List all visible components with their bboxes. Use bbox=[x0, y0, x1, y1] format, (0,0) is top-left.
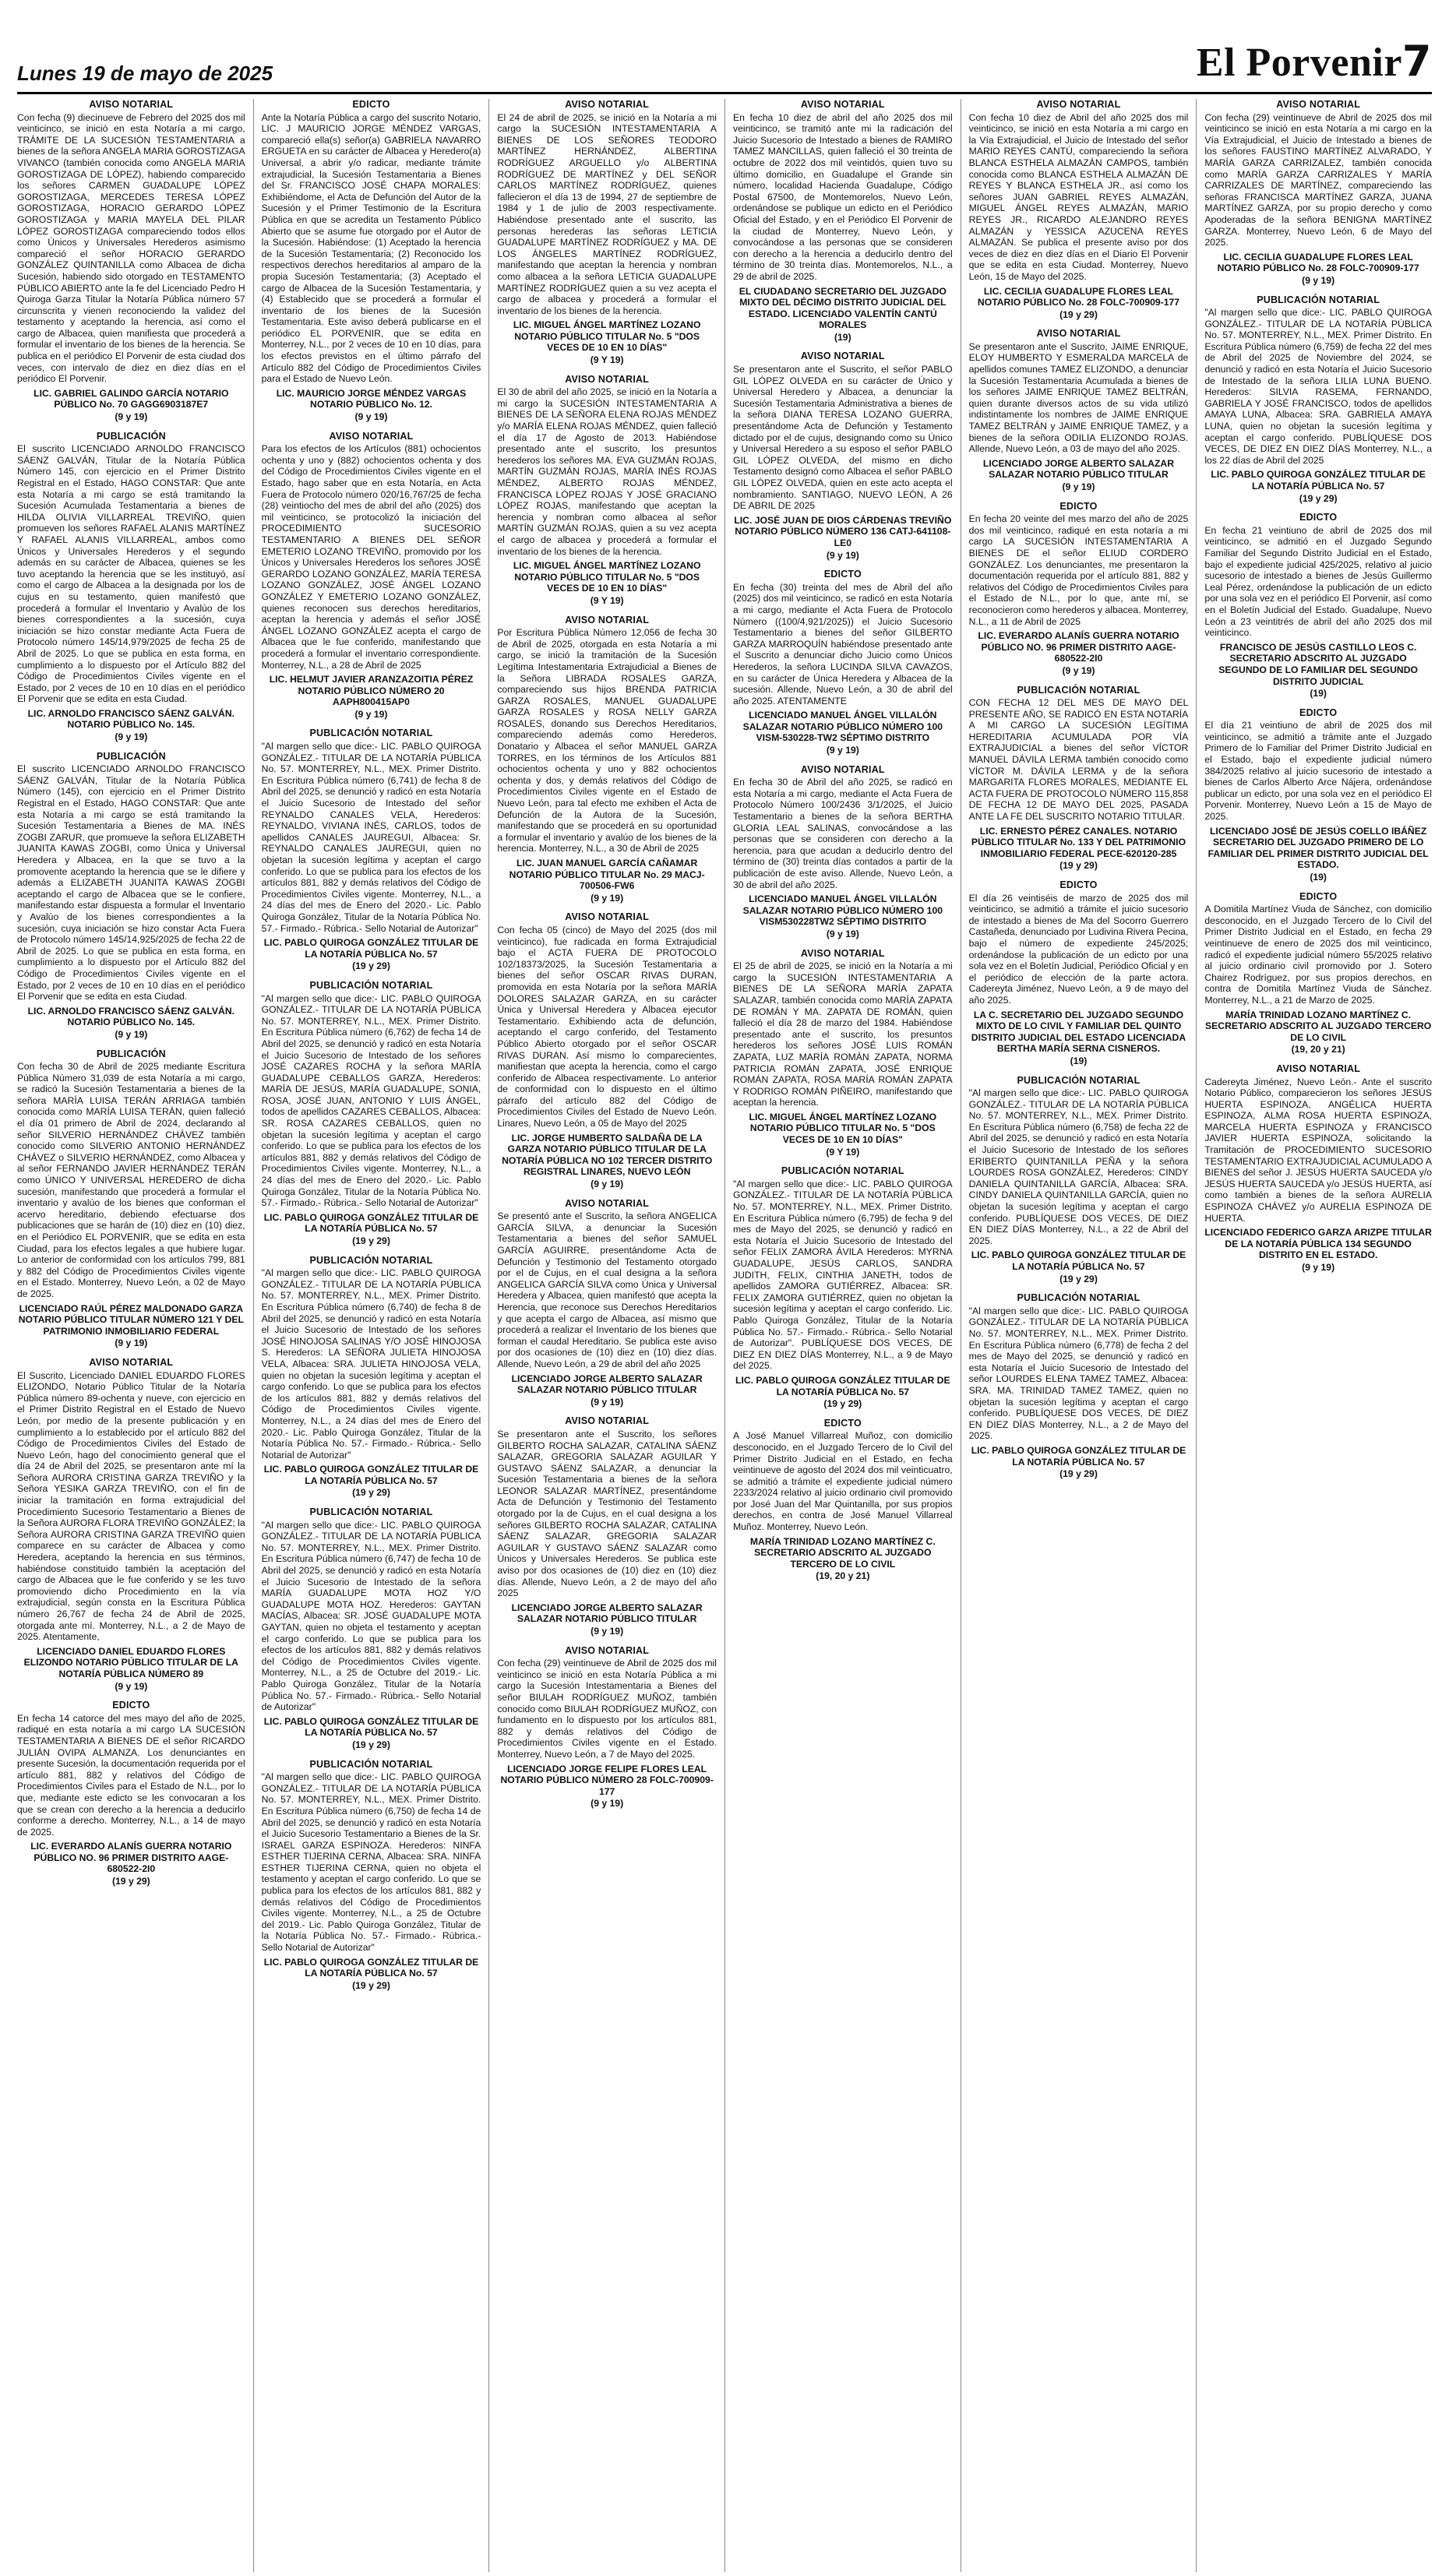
notice-body: El Suscrito, Licenciado DANIEL EDUARDO FLORES ELIZONDO, Notario Público Titular de la Notaría Pública número 89-ochenta y nueve, con ejercicio en el Primer Distrito Registral en el Estado de Nuevo León, por medio de la presente publicación y en cumplimiento a lo establecido por el artículo 882 del Código de Procedimientos Civiles del Estado de Nuevo León, hago del conocimiento general que el día 24 de Abril del 2025, se presentaron ante mí la Señora AURORA CRISTINA GARZA TREVIÑO y la Señora YESIKA GARZA TREVIÑO, con el fin de iniciar la tramitación en forma extrajudicial del Procedimiento Sucesorio Testamentario a Bienes de la Señora AURORA FLORA TREVIÑO GONZÁLEZ; la Señora AURORA CRISTINA GARZA TREVIÑO quien comparece en su carácter de Albacea y como Heredera, aceptando la herencia en sus términos, habiéndose constituido también la aceptación del cargo de Albacea que le fue conferido y se les tuvo promoviendo dicho Procedimiento en la vía extrajudicial, según consta en la Escritura Pública número 26,767 de fecha 24 de Abril de 2025, otorgada ante mí. Monterrey, N.L., a 2 de Mayo de 2025. Atentamente, bbox=[17, 1369, 245, 1643]
notice-signature: EL CIUDADANO SECRETARIO DEL JUZGADO MIXTO DEL DÉCIMO DISTRITO JUDICIAL DEL ESTADO. LICENCIADO VALENTÍN CANTÚ MORALES bbox=[739, 285, 947, 331]
legal-notice bbox=[969, 328, 1189, 492]
notice-publication-dates: (19 y 29) bbox=[352, 1235, 390, 1246]
notice-publication-dates: (9 y 19) bbox=[115, 731, 148, 743]
notice-body: Con fecha (9) diecinueve de Febrero del 2025 dos mil veinticinco, se inició en esta Notaría a mi cargo, TRÁMITE DE LA SUCESIÓN TESTAMENTARIA a bienes de la señora ANGELA MARIA GOROSTIZAGA VIVANCO (también conocida como ANGELA MARIA GOROSTIZAGA DE LÓPEZ), habiendo comparecido los señores CARMEN GUADALUPE LÓPEZ GOROSTIZAGA, MERCEDES TERESA LÓPEZ GOROSTIZAGA, HORACIO GERARDO LÓPEZ GOROSTIZAGA y MARIA MAYELA DEL PILAR LÓPEZ GOROSTIZAGA compareciendo todos ellos como Únicos y Universales Herederos asimismo compareció el señor HORACIO GERARDO GONZÁLEZ QUINTANILLA como Albacea de dicha Sucesión, habiendo sido otorgado en TESTAMENTO PÚBLICO ABIERTO ante la fe del Licenciado Pedro H Quiroga Garza Titular la Notaría Pública número 57 circunscrita y vienen reconociendo la validez del testamento y aceptando la herencia, así como el cargo de Albacea, quien manifiesta que procederá a formular el inventario de los bienes de la herencia. Se publica en el periódico El Porvenir de esta ciudad dos veces, con intervalo de diez en diez días en el periódico El Porvenir. bbox=[17, 111, 245, 385]
notice-body: En fecha 30 de Abril del año 2025, se radicó en esta Notaría a mi cargo, mediante el Acta Fuera de Protocolo Número 100/2436 3/1/2025, el Juicio Testamentario a bienes de la señora BERTHA GLORIA LEAL SALINAS, convocándose a las personas que se consideren con derecho a la herencia, para que acudan a deducirlo dentro del término de (30) treinta días contados a partir de la publicación de este aviso. Allende, Nuevo León, a 30 de abril del año 2025. bbox=[732, 777, 953, 890]
legal-notice bbox=[1204, 1063, 1432, 1274]
notice-signature: LIC. EVERARDO ALANÍS GUERRA NOTARIO PÚBLICO NO. 96 PRIMER DISTRITO AAGE-680522-2I0 bbox=[30, 1841, 232, 1875]
notice-body: Se presentó ante el Suscrito, la señora ANGELICA GARCÍA SILVA, a denunciar la Sucesión Testamentaria a bienes del señor SAMUEL GARCÍA AGUIRRE, presentándome Acta de Defunción y Testimonio del Testamento otorgado por el de Cujus, en el cual designa a la señora ANGELICA GARCÍA SILVA como Única y Universal Heredera y Albacea, quien manifestó que acepta la Herencia, que reconoce sus Derechos Hereditarios y que acepta el cargo de Albacea, así mismo que procederá a realizar el Inventario de los bienes que forman el caudal Hereditario. Se publica este aviso por dos ocasiones de (10) diez en (10) diez días. Allende, Nuevo León, a 29 de abril del año 2025 bbox=[497, 1210, 717, 1369]
notice-signature: LICENCIADO MANUEL ÁNGEL VILLALÓN SALAZAR NOTARIO PÚBLICO NÚMERO 100 VISM-530228-TW2 SÉPTIMO DISTRITO bbox=[742, 710, 943, 744]
legal-notice bbox=[969, 685, 1189, 872]
notice-body: En fecha 10 diez de abril del año 2025 dos mil veinticinco, se tramitó ante mi la radicación del Juicio Sucesorio de Intestado a bienes de RAMIRO TAMEZ MANCILLAS, quien falleció el 30 treinta de octubre de 2022 dos mil veintidós, quien tuvo su último domicilio, en Guadalupe el Grande sin número, localidad Hacienda Guadalupe, Código Postal 67500, de Montemorelos, Nuevo León, ordenándose se publique un edicto en el Periódico Oficial del Estado, y en el Periódico El Porvenir de la ciudad de Monterrey, Nuevo León, y convocándose a las personas que se consideren con derecho a la herencia a deducirlo dentro del término de 30 treinta días. Montemorelos, N.L., a 29 de abril de 2025. bbox=[732, 111, 953, 282]
column-1 bbox=[17, 99, 253, 2572]
legal-notice bbox=[17, 431, 245, 743]
notice-signature: LIC. ERNESTO PÉREZ CANALES. NOTARIO PÚBLICO TITULAR No. 133 Y DEL PATRIMONIO INMOBILIARIO FEDERAL PECE-620120-285 bbox=[971, 825, 1186, 859]
notice-signature: LIC. MAURICIO JORGE MÉNDEZ VARGAS NOTARIO PÚBLICO No. 12. bbox=[276, 387, 467, 411]
notice-body: Ante la Notaría Pública a cargo del suscrito Notario, LIC. J MAURICIO JORGE MÉNDEZ VARGAS, compareció ella(s) señor(a) GABRIELA NAVARRO ERGUETA en su carácter de Albacea y Heredero(a) Universal, a abrir y/o radicar, mediante trámite extrajudicial, la Sucesión Testamentaria a Bienes del Sr. FRANCISCO JOSÉ CHAPA MORALES: Exhibiéndome, el Acta de Defunción del Autor de la Sucesión y el Primer Testimonio de la Escritura Pública en que se acredita un Testamento Público Abierto que se asume fue otorgado por el Autor de la Sucesión. Habiéndose: (1) Aceptado la herencia de la Sucesión Testamentaria; (2) Reconocido los respectivos derechos hereditarios al amparo de la propia Sucesión Testamentaria; (3) Aceptado el cargo de Albacea de la Sucesión Testamentaria, y (4) Establecido que se procederá a formular el inventario de los bienes de la Sucesión Testamentaria. Este aviso deberá publicarse en el periódico EL PORVENIR, que se edita en Monterrey, N.L., por 2 veces de 10 en 10 días, para los efectos previstos en el último párrafo del Artículo 882 del Código de Procedimientos Civiles para el Estado de Nuevo León. bbox=[261, 111, 481, 385]
notice-publication-dates: (19 y 29) bbox=[1059, 1273, 1098, 1284]
notice-heading: AVISO NOTARIAL bbox=[1276, 99, 1361, 110]
notice-heading: PUBLICACIÓN NOTARIAL bbox=[781, 1165, 904, 1177]
column-6 bbox=[1196, 99, 1432, 2572]
brand-name: El Porvenir bbox=[1196, 41, 1402, 85]
notice-publication-dates: (19, 20 y 21) bbox=[1291, 1044, 1345, 1055]
notice-publication-dates: (9 Y 19) bbox=[826, 1146, 860, 1158]
brand-mark: 7 bbox=[1401, 37, 1432, 86]
notice-signature: LIC. HELMUT JAVIER ARANZAZOITIA PÉREZ NOTARIO PÚBLICO NÚMERO 20 AAPH800415AP0 bbox=[269, 674, 474, 708]
notice-heading: AVISO NOTARIAL bbox=[565, 1644, 650, 1656]
notice-body: "Al margen sello que dice:- LIC. PABLO QUIROGA GONZÁLEZ.- TITULAR DE LA NOTARÍA PÚBLICA No. 57. MONTERREY, N.L., MEX. Primer Distrito. En Escritura Pública número (6,758) de fecha 22 de Abril del 2025, se denunció y radicó en esta Notaría el Juicio Sucesorio de Intestado de los señores ERIBERTO QUINTANILLA PEÑA y la señora LOURDES ROSA GONZÁLEZ, Herederos: CINDY DANIELA QUINTANILLA GARCÍA, Albacea: SRA. CINDY DANIELA QUINTANILLA GARCÍA, quien no objetan la sucesión legítima y aceptan el cargo conferido. PUBLÍQUESE DOS VECES, DE DIEZ EN DIEZ DÍAS Monterrey, N.L., a 22 de Abril del 2025. bbox=[968, 1087, 1189, 1246]
notice-publication-dates: (19) bbox=[1310, 688, 1327, 700]
notice-signature: LIC. PABLO QUIROGA GONZÁLEZ TITULAR DE LA NOTARÍA PÚBLICA No. 57 bbox=[971, 1249, 1186, 1272]
notice-signature: LIC. PABLO QUIROGA GONZÁLEZ TITULAR DE LA NOTARÍA PÚBLICA No. 57 bbox=[263, 1956, 479, 1979]
column-4 bbox=[724, 99, 961, 2572]
notice-publication-dates: (19 y 29) bbox=[1059, 860, 1098, 872]
legal-notice bbox=[497, 1198, 717, 1408]
notice-signature: LIC. GABRIEL GALINDO GARCÍA NOTARIO PÚBLICO No. 70 GAGG6903187E7 bbox=[33, 387, 229, 411]
masthead bbox=[17, 0, 1432, 94]
notice-heading: PUBLICACIÓN NOTARIAL bbox=[309, 728, 433, 739]
notice-body: En fecha (30) treinta del mes de Abril del año (2025) dos mil veinticinco, se radicó en esta Notaría a mi cargo, mediante el Acta Fuera de Protocolo Número ((100/4,921/2025)) el Juicio Sucesorio Testamentario a bienes del señor GILBERTO GARZA MARROQUÍN habiéndose presentado ante el Suscrito a denunciar dicho Juicio como Únicos Herederos, la señora LUCINDA SILVA CAVAZOS, en su carácter de Única Heredera y Albacea de la sucesión. Allende, Nuevo León, a 30 de abril del año 2025. ATENTAMENTE bbox=[732, 581, 953, 707]
notice-heading: AVISO NOTARIAL bbox=[565, 373, 650, 385]
notice-heading: AVISO NOTARIAL bbox=[1276, 1062, 1361, 1074]
legal-notice bbox=[1204, 294, 1432, 505]
legal-notice bbox=[969, 1292, 1189, 1480]
notice-body: Se presentaron ante el Suscrito, JAIME ENRIQUE, ELOY HUMBERTO Y ESMERALDA MARCELA de apellidos comunes TAMEZ ELIZONDO, a denunciar la Sucesión Testamentaria Acumulada a bienes de los señores JAIME ENRIQUE TAMEZ BELTRÁN, quien durante diversos actos de su vida utilizó indistintamente los nombres de JAIME ENRIQUE TAMEZ BELTRÁN y JAIME ENRIQUE TAMEZ, y a bienes de la señora ODILIA ELIZONDO ROJAS. Allende, Nuevo León, a 03 de mayo del año 2025. bbox=[968, 340, 1189, 455]
notice-publication-dates: (9 y 19) bbox=[826, 549, 859, 561]
notice-publication-dates: (19 y 29) bbox=[352, 960, 390, 972]
legal-notice bbox=[733, 1165, 953, 1409]
notice-heading: PUBLICACIÓN NOTARIAL bbox=[309, 1758, 433, 1770]
notice-body: Por Escritura Pública Número 12,056 de fecha 30 de Abril de 2025, otorgada en esta Notaría a mi cargo, se inició la tramitación de la Sucesión Legítima Intestamentaria Extrajudicial a Bienes de la Señora LIBRADA ROSALES GARZA, compareciendo sus hijos BRENDA PATRICIA GARZA ROSALES, MANUEL GUADALUPE GARZA ROSALES y ROSA NELLY GARZA ROSALES, donando sus Derechos Hereditarios, compareciendo además como Herederos, Donatario y Albacea el señor MANUEL GARZA TORRES, en los términos de los Artículos 881 ochocientos ochenta y uno y 882 ochocientos ochenta y dos, y demás relativos del Código de Procedimientos Civiles vigente en el Estado de Nuevo León, para tal efecto me exhiben el Acta de Defunción de la Autora de la Sucesión, manifestando que se procederá en su oportunidad a formular el inventario y avalúo de los bienes de la herencia. Monterrey, N.L., a 30 de Abril de 2025 bbox=[497, 627, 717, 855]
notice-heading: AVISO NOTARIAL bbox=[565, 911, 650, 923]
notice-heading: AVISO NOTARIAL bbox=[1036, 99, 1121, 110]
column-2 bbox=[253, 99, 489, 2572]
notice-heading: AVISO NOTARIAL bbox=[89, 1356, 174, 1368]
notice-publication-dates: (19, 20 y 21) bbox=[816, 1570, 870, 1582]
notice-heading: AVISO NOTARIAL bbox=[800, 99, 885, 110]
notice-heading: AVISO NOTARIAL bbox=[565, 99, 650, 110]
notice-body: "Al margen sello que dice:- LIC. PABLO QUIROGA GONZÁLEZ.- TITULAR DE LA NOTARÍA PÚBLICA No. 57. MONTERREY, N.L., MEX. Primer Distrito. En Escritura Pública número (6,795) de fecha 9 del mes de Mayo del 2025, se denunció y radicó en esta Notaría el Juicio Sucesorio de Intestado del señor FELIX ZAMORA ÁVILA Herederos: MYRNA GUADALUPE, JESÚS CARLOS, SANDRA JUDITH, FELIX, CINTHIA JANETH, todos de apellidos ZAMORA GUTIÉRREZ, Albacea: SR. FELIX ZAMORA GUTIÉRREZ, quien no objetan la sucesión legítima y aceptan el cargo conferido. Lic. Pablo Quiroga González, Titular de la Notaría Pública No. 57.- Firmado.- Rúbrica.- Sello Notarial de Autorizar". PUBLÍQUESE DOS VECES, DE DIEZ EN DIEZ DÍAS Monterrey, N.L., a 9 de Mayo del 2025. bbox=[732, 1178, 953, 1372]
legal-notice bbox=[497, 911, 717, 1189]
notice-publication-dates: (19 y 29) bbox=[111, 1876, 150, 1887]
notice-signature: LICENCIADO JOSÉ DE JESÚS COELLO IBÁÑEZ SECRETARIO DEL JUZGADO PRIMERO DE LO FAMILIAR DEL PRIMER DISTRITO JUDICIAL DEL ESTADO. bbox=[1208, 825, 1429, 871]
notice-publication-dates: (9 y 19) bbox=[591, 1396, 624, 1408]
notice-heading: EDICTO bbox=[1059, 500, 1098, 512]
legal-notice bbox=[262, 1759, 481, 1992]
notice-signature: LICENCIADO JORGE ALBERTO SALAZAR SALAZAR NOTARIO PÚBLICO TITULAR bbox=[511, 1373, 703, 1396]
notice-signature: MARÍA TRINIDAD LOZANO MARTÍNEZ C. SECRETARIO ADSCRITO AL JUZGADO TERCERO DE LO CIVIL bbox=[749, 1535, 936, 1570]
notice-signature: LIC. PABLO QUIROGA GONZÁLEZ TITULAR DE LA NOTARÍA PÚBLICA No. 57 bbox=[263, 1464, 479, 1486]
column-3 bbox=[488, 99, 724, 2572]
notice-heading: PUBLICACIÓN bbox=[96, 430, 166, 442]
legal-notice bbox=[733, 99, 953, 343]
notice-heading: AVISO NOTARIAL bbox=[565, 1415, 650, 1427]
notice-publication-dates: (19 y 29) bbox=[1299, 492, 1338, 504]
notice-heading: EDICTO bbox=[352, 99, 390, 110]
notice-heading: PUBLICACIÓN NOTARIAL bbox=[309, 1506, 433, 1518]
notice-heading: EDICTO bbox=[1299, 890, 1338, 902]
notice-body: Con fecha (29) veintinueve de Abril de 2025 dos mil veinticinco se inició en esta Notaría Pública a mi cargo la Sucesión Intestamentaria a Bienes del señor BIULAH RODRÍGUEZ MUÑOZ, también conocido como BIULAH RODRÍGUEZ MUÑOZ, con fundamento en lo dispuesto por los artículos 881, 882 y demás relativos del Código de Procedimientos Civiles vigente en el Estado. Monterrey, Nuevo León, a 7 de Mayo del 2025. bbox=[497, 1658, 717, 1760]
notice-publication-dates: (19 y 29) bbox=[352, 1487, 390, 1499]
notice-signature: LICENCIADO RAÚL PÉREZ MALDONADO GARZA NOTARIO PÚBLICO TITULAR NÚMERO 121 Y DEL PATRIMONIO INMOBILIARIO FEDERAL bbox=[18, 1302, 244, 1337]
notice-signature: LIC. JUAN MANUEL GARCÍA CAÑAMAR NOTARIO PÚBLICO TITULAR No. 29 MACJ-700506-FW6 bbox=[509, 858, 705, 892]
legal-notice bbox=[17, 1048, 245, 1349]
legal-notice bbox=[969, 501, 1189, 677]
notice-signature: LICENCIADO JORGE ALBERTO SALAZAR SALAZAR NOTARIO PÚBLICO TITULAR bbox=[982, 457, 1175, 481]
notice-body: CON FECHA 12 DEL MES DE MAYO DEL PRESENTE AÑO, SE RADICÓ EN ESTA NOTARÍA A MI CARGO LA SUCESIÓN LEGÍTIMA HEREDITARIA ACUMULADA POR VÍA EXTRAJUDICIAL a bienes del señor VÍCTOR MANUEL DÁVILA LERMA también conocido como VÍCTOR M. DÁVILA LERMA y de la señora MARGARITA FLORES MORALES, MEDIANTE EL ACTA FUERA DE PROTOCOLO NÚMERO 115,858 DE FECHA 12 DE MAYO DEL 2025, PASADA ANTE LA FE DEL SUSCRITO NOTARIO TITULAR. bbox=[968, 697, 1189, 823]
notice-body: En fecha 21 veintiuno de abril de 2025 dos mil veinticinco, se admitió en el Juzgado Segundo Familiar del Segundo Distrito Judicial en el Estado, bajo el expediente judicial 425/2025, relativo al juicio sucesorio de intestado a bienes de Jesús Guillermo Leal Pérez, ordenándose la publicación de un edicto por una sola vez en el periódico El Porvenir, así como en el Boletín Judicial del Estado. Guadalupe, Nuevo León a 23 veintitrés de abril del año 2025 dos mil veinticinco. bbox=[1204, 524, 1432, 639]
notice-body: Con fecha 30 de Abril de 2025 mediante Escritura Pública Número 31,039 de esta Notaría a mi cargo, se radicó la Sucesión Testamentaria a bienes de la señora MARÍA LUISA TERÁN ARRIAGA también conocida como MARÍA LUISA TERÁN, quien falleció el día 01 primero de Abril de 2024, declarando al señor SILVERIO HERNÁNDEZ CHÁVEZ también conocido como SILVERIO ANTONIO HERNÁNDEZ CHÁVEZ o SILVERIO HERNÁNDEZ, como Albacea y al señor FERNANDO JAVIER HERNÁNDEZ TERÁN como ÚNICO Y UNIVERSAL HEREDERO de dicha sucesión, manifestando que procederá a formular el inventario y avalúo de los bienes que conforman el acervo hereditario, debiendo efectuarse dos publicaciones que se harán de (10) diez en (10) diez, en el Periódico EL PORVENIR, que se edita en esta Ciudad, para los efectos legales a que hubiere lugar. Lo anterior de conformidad con los artículos 799, 881 y 882 del Código de Procedimientos Civiles vigente en el Estado. Monterrey, Nuevo León, a 02 de Mayo de 2025. bbox=[17, 1061, 245, 1299]
legal-notice bbox=[733, 948, 953, 1158]
notice-heading: PUBLICACIÓN NOTARIAL bbox=[1017, 684, 1141, 696]
notice-heading: PUBLICACIÓN NOTARIAL bbox=[1257, 294, 1380, 305]
notice-body: A Domitila Martínez Viuda de Sánchez, con domicilio desconocido, en el Juzgado Tercero de lo Civil del Primer Distrito Judicial en el Estado, en fecha 29 veintinueve de enero de 2025 dos mil veinticinco, radicó el expediente judicial número 55/2025 relativo al juicio ordinario civil promovido por J. Sotero Chairez Rodríguez, por sus propios derechos, en contra de Domitila Martínez Viuda de Sánchez. Monterrey, N.L., a 21 de Marzo de 2025. bbox=[1204, 904, 1432, 1006]
notice-heading: AVISO NOTARIAL bbox=[800, 947, 885, 959]
notice-body: Con fecha (29) veintinueve de Abril de 2025 dos mil veinticinco se inició en esta Notaría a mi cargo en la Vía Extrajudicial, el Juicio de Intestado a bienes de los señores FAUSTINO MARTÍNEZ ALVARADO, Y MARÍA GARZA CARRIZALEZ, también conocida como MARÍA GARZA CARRIZALES Y MARÍA CARRIZALES DE MARTÍNEZ, compareciendo las señoras FRANCISCA MARTÍNEZ GARZA, JUANA MARTÍNEZ GARZA, por su propio derecho y como Apoderadas de la señora BENIGNA MARTÍNEZ GARZA. Monterrey, Nuevo León, 6 de Mayo del 2025. bbox=[1204, 111, 1432, 248]
notice-heading: PUBLICACIÓN NOTARIAL bbox=[309, 979, 433, 991]
notice-heading: PUBLICACIÓN bbox=[96, 750, 166, 762]
legal-notice bbox=[733, 1418, 953, 1582]
notice-body: "Al margen sello que dice:- LIC. PABLO QUIROGA GONZÁLEZ.- TITULAR DE LA NOTARÍA PÚBLICA No. 57. MONTERREY, N.L., MEX. Primer Distrito. En Escritura Pública número (6,762) de fecha 14 de Abril del 2025, se denunció y radicó en esta Notaría el Juicio Sucesorio de Intestado de los señores JOSÉ CAZARES ROCHA y la señora MARÍA GUADALUPE CEBALLOS GARZA, Herederos: MARÍA DE JESÚS, MARÍA GUADALUPE, SONIA, ROSA, JOSÉ JUAN, ANTONIO Y LUIS ÁNGEL, todos de apellidos CAZARES CEBALLOS, Albacea: SR. ROSA CAZARES CEBALLOS, quien no objetan la sucesión legítima y aceptan el cargo conferido. Lo que se publica para los efectos de los artículos 881, 882 y demás relativos del Código de Procedimientos Civiles vigente. Monterrey, N.L., a 24 días del mes de Enero del 2020.- Lic. Pablo Quiroga González, Titular de la Notaría Pública No. 57.- Firmado.- Rúbrica.- Sello Notarial de Autorizar" bbox=[261, 992, 481, 1209]
legal-notice bbox=[17, 99, 245, 423]
legal-notice bbox=[1204, 891, 1432, 1055]
notice-signature: LIC. PABLO QUIROGA GONZÁLEZ TITULAR DE LA NOTARÍA PÚBLICA No. 57 bbox=[263, 1211, 479, 1235]
notice-body: El día 26 veintiséis de marzo de 2025 dos mil veinticinco, se admitió a trámite el juicio sucesorio de intestado a bienes de Ma del Socorro Guerrero Castañeda, denunciado por Ludivina Rivera Pecina, bajo el número de expediente 245/2025; ordenándose la publicación de un edicto por una sola vez en el Boletín Judicial, Periódico Oficial y en el periódico de elección de la parte actora. Cadereyta Jiménez, Nuevo León, a 9 de mayo del año 2025. bbox=[968, 892, 1189, 1006]
notice-heading: AVISO NOTARIAL bbox=[800, 351, 885, 362]
notice-body: Con fecha 10 diez de Abril del año 2025 dos mil veinticinco, se inició en esta Notaría a mi cargo en la Vía Extrajudicial, el Juicio de Intestado del señor MARIO REYES CANTÚ, compareciendo la señora BLANCA ESTHELA ALMAZÁN CAMPOS, también conocida como BLANCA ESTHELA ALMAZÁN DE REYES Y BLANCA ESTHELA JR., así como los señores JUAN GABRIEL REYES ALMAZÁN, MIGUEL ÁNGEL REYES ALMAZÁN, MARIO REYES JR., RICARDO ALEJANDRO REYES ALMAZÁN y YESSICA AZUCENA REYES ALMAZÁN. Se publica el presente aviso por dos veces de diez en diez días en el Diario El Porvenir que se edita en esta Ciudad. Monterrey, Nuevo León, 15 de Mayo del 2025. bbox=[968, 111, 1189, 282]
notice-body: En fecha 20 veinte del mes marzo del año de 2025 dos mil veinticinco, radiqué en esta notaría a mi cargo LA SUCESIÓN INTESTAMENTARIA A BIENES DE el señor ELIUD CORDERO GONZÁLEZ. Los denunciantes, me presentaron la documentación requerida por el artículo 881, 882 y relativos del Código de Procedimientos Civiles para el Estado de N.L., por lo que, ante mí, se reconocieron como herederos y albacea. Monterrey, N.L., a 11 de Abril de 2025 bbox=[968, 513, 1189, 627]
notice-body: Para los efectos de los Artículos (881) ochocientos ochenta y uno y (882) ochocientos ochenta y dos del Código de Procedimientos Civiles vigente en el Estado, hago saber que en esta Notaría, en Acta Fuera de Protocolo número 020/16,767/25 de fecha (28) veintiocho del mes de abril del año (2025) dos mil veinticinco, se protocolizó la iniciación del PROCEDIMIENTO SUCESORIO TESTAMENTARIO A BIENES DEL SEÑOR EMETERIO LOZANO TREVIÑO, promovido por los Únicos y Universales Herederos los señores JOSÉ GERARDO LOZANO GONZÁLEZ, MARÍA TERESA LOZANO GONZÁLEZ, JOSÉ ÁNGEL LOZANO GONZÁLEZ Y EMETERIO LOZANO GONZÁLEZ, quienes reconocen sus derechos hereditarios, aceptan la herencia y además el señor JOSÉ ÁNGEL LOZANO GONZÁLEZ acepta el cargo de Albacea que le fue conferido, manifestando que procederá a formular el inventario correspondiente. Monterrey, N.L., a 28 de Abril de 2025 bbox=[261, 443, 481, 671]
notice-body: Cadereyta Jiménez, Nuevo León.- Ante el suscrito Notario Público, comparecieron los señores JESÚS HUERTA ESPINOZA, ANGÉLICA HUERTA ESPINOZA, ALMA ROSA HUERTA ESPINOZA, MARCELA HUERTA ESPINOZA y FRANCISCO JAVIER HUERTA ESPINOZA, solicitando la Tramitación de PROCEDIMIENTO SUCESORIO TESTAMENTARIO EXTRAJUDICIAL ACUMULADO A BIENES del señor J. JESÚS HUERTA SAUCEDA y/o JESÚS HUERTA SAUCEDA y/o JESÚS HUERTA, así como también a bienes de la señora AURELIA ESPINOZA CHÁVEZ y/o AURELIA ESPINOZA DE HUERTA. bbox=[1204, 1076, 1432, 1224]
notice-heading: AVISO NOTARIAL bbox=[329, 430, 414, 442]
legal-notice bbox=[262, 99, 481, 423]
notice-publication-dates: (19) bbox=[834, 331, 851, 343]
legal-notice bbox=[497, 1645, 717, 1810]
legal-notice bbox=[969, 879, 1189, 1067]
column-5 bbox=[961, 99, 1197, 2572]
legal-notice bbox=[969, 1075, 1189, 1285]
legal-notice bbox=[262, 431, 481, 721]
notice-body: El suscrito LICENCIADO ARNOLDO FRANCISCO SÁENZ GALVÁN, Titular de la Notaría Pública Número (145), con ejercicio en el Primer Distrito Registral en el Estado, HAGO CONSTAR: Que ante esta Notaría a mi cargo se está tramitando la Sucesión Testamentaria a Bienes de MA. INÉS ZOGBI ZARUR, que promueve la señora ELIZABETH JUANITA KAWAS ZOGBI, como Única y Universal Heredera y Albacea, en la que se tuvo a la promovente aceptando la herencia que se le difiere y además a ELIZABETH JUANITA KAWAS ZOGBI aceptando el cargo de Albacea que se le confiere, manifestando estar dispuesta a formular el Inventario y Avalúo de los bienes correspondientes a la sucesión, cuya iniciación se hizo constar Acta Fuera de Protocolo número 145/14,925/2025 de fecha 22 de Abril de 2025. Lo que se publica en esta forma, en cumplimiento a lo dispuesto por el Artículo 882 del Código de Procedimientos Civiles vigente en el Estado, por 2 veces de 10 en 10 días en el periódico El Porvenir que se edita en esta Ciudad. bbox=[17, 763, 245, 1003]
notice-heading: PUBLICACIÓN bbox=[96, 1048, 166, 1059]
legal-notice bbox=[733, 569, 953, 756]
legal-notice bbox=[497, 374, 717, 607]
notice-columns bbox=[17, 99, 1432, 2572]
notice-body: El suscrito LICENCIADO ARNOLDO FRANCISCO SÁENZ GALVÁN, Titular de la Notaría Pública Número 145, con ejercicio en el Primer Distrito Registral en el Estado, HAGO CONSTAR: Que ante esta Notaría a mi cargo se está tramitando la Sucesión Acumulada Testamentaria a bienes de HILDA OLIVIA VILLARREAL TREVIÑO, quien promueven los señores RAFAEL ALANIS MARTÍNEZ Y RAFAEL ALANIS VILLARREAL, ambos como Únicos y Universales Herederos y el segundo además en su carácter de Albacea, quienes se les tuvo aceptando la herencia que se les instituyó, así como el cargo de Albacea a la designada por los de cujus en su testamento, quien manifestó que procederá a formular el Inventario y Avalúo de los bienes correspondientes a la sucesión, cuya iniciación se hizo constar mediante Acta Fuera de Protocolo número 145/14,979/2025 de fecha 25 de Abril de 2025. Lo que se publica en esta forma, en cumplimiento a lo dispuesto por el Artículo 882 del Código de Procedimientos Civiles vigente en el Estado, por 2 veces de 10 en 10 días en el periódico El Porvenir que se edita en esta Ciudad. bbox=[17, 443, 245, 705]
notice-publication-dates: (9 y 19) bbox=[1062, 664, 1095, 676]
notice-body: "Al margen sello que dice:- LIC. PABLO QUIROGA GONZÁLEZ.- TITULAR DE LA NOTARÍA PÚBLICA No. 57. MONTERREY, N.L., MEX. Primer Distrito. En Escritura Pública número (6,759) de fecha 22 del mes de Abril del 2025 de Noviembre del 2024, se denunció y radicó en esta Notaría el Juicio Sucesorio de Intestado de la señora LILIA LUNA BUENO. Herederos: SILVIA RASEMA, FERNANDO, GABRIELA Y JOSÉ FRANCISCO, todos de apellidos AMAYA LUNA, Albacea: SRA. GABRIELA AMAYA LUNA, quien no objetan la sucesión legítima y aceptan el cargo conferido. PUBLÍQUESE DOS VECES, DE DIEZ EN DIEZ DÍAS Monterrey, N.L., a los 22 días de Abril del 2025 bbox=[1204, 307, 1432, 466]
notice-publication-dates: (9 y 19) bbox=[826, 928, 859, 939]
notice-publication-dates: (9 y 19) bbox=[354, 411, 388, 423]
notice-publication-dates: (9 y 19) bbox=[115, 411, 148, 423]
notice-publication-dates: (19) bbox=[1310, 872, 1327, 883]
legal-notice bbox=[1204, 707, 1432, 883]
notice-heading: AVISO NOTARIAL bbox=[89, 99, 174, 110]
notice-body: "Al margen sello que dice:- LIC. PABLO QUIROGA GONZÁLEZ.- TITULAR DE LA NOTARÍA PÚBLICA No. 57. MONTERREY, N.L., MEX. Primer Distrito. En Escritura Pública número (6,778) de fecha 2 del mes de Mayo del 2025, se denunció y radicó en esta Notaría el Juicio Sucesorio de Intestado del señor LOURDES ELENA TAMEZ TAMEZ, Albacea: SRA. MA. TRINIDAD TAMEZ TAMEZ, quien no objetan la sucesión legítima y aceptan el cargo conferido. PUBLÍQUESE DOS VECES, DE DIEZ EN DIEZ DÍAS Monterrey, N.L., a 2 de Mayo del 2025. bbox=[968, 1305, 1189, 1442]
notice-signature: FRANCISCO DE JESÚS CASTILLO LEOS C. SECRETARIO ADSCRITO AL JUZGADO SEGUNDO DE LO FAMILIAR DEL SEGUNDO DISTRITO JUDICIAL bbox=[1218, 641, 1419, 687]
issue-date: Lunes 19 de mayo de 2025 bbox=[17, 62, 273, 85]
notice-signature: LIC. JORGE HUMBERTO SALDAÑA DE LA GARZA NOTARIO PÚBLICO TITULAR DE LA NOTARÍA PÚBLICA NO 102 TERCER DISTRITO REGISTRAL LINARES, NUEVO LEÓN bbox=[502, 1132, 713, 1178]
notice-publication-dates: (9 y 19) bbox=[1302, 274, 1335, 286]
notice-publication-dates: (9 y 19) bbox=[354, 708, 388, 720]
legal-notice bbox=[497, 615, 717, 904]
notice-signature: LIC. PABLO QUIROGA GONZÁLEZ TITULAR DE LA NOTARÍA PÚBLICA No. 57 bbox=[263, 1715, 479, 1739]
notice-body: El 24 de abril de 2025, se inició en la Notaría a mi cargo la SUCESIÓN INTESTAMENTARIA A BIENES DE LOS SEÑORES TEODORO MARTÍNEZ HERNÁNDEZ, ALBERTINA RODRÍGUEZ ARGUELLO y/o ALBERTINA RODRÍGUEZ DE MARTÍNEZ y DEL SEÑOR CARLOS MARTÍNEZ RODRÍGUEZ, quienes fallecieron el día 13 de 1994, 27 de septiembre de 1984 y 1 de julio de 2003 respectivamente. Habiéndose presentado ante el suscrito, las personas herederas las señoras LETICIA GUADALUPE MARTÍNEZ RODRÍGUEZ y MA. DE LOS ÁNGELES MARTÍNEZ RODRÍGUEZ, manifestando que aceptan la herencia y nombran como albacea a la señora LETICIA GUADALUPE MARTÍNEZ RODRÍGUEZ quien a su vez acepta el cargo de albacea y procederá a formular el inventario de los bienes de la herencia. bbox=[497, 111, 717, 316]
notice-body: A José Manuel Villarreal Muñoz, con domicilio desconocido, en el Juzgado Tercero de lo Civil del Primer Distrito Judicial en el Estado, en fecha veintinueve de agosto del 2024 dos mil veinticuatro, se admitió a trámite el expediente judicial número 2233/2024 relativo al juicio ordinario civil promovido por José Juan del Mar Quintanilla, por sus propios derechos, en contra de José Manuel Villarreal Muñoz. Monterrey, Nuevo León. bbox=[732, 1430, 953, 1533]
notice-signature: LIC. MIGUEL ÁNGEL MARTÍNEZ LOZANO NOTARIO PÚBLICO TITULAR No. 5 "DOS VECES DE 10 EN 10 DÍAS" bbox=[749, 1111, 937, 1146]
legal-notice bbox=[733, 764, 953, 940]
notice-heading: AVISO NOTARIAL bbox=[565, 614, 650, 625]
notice-body: En fecha 14 catorce del mes mayo del año de 2025, radiqué en esta notaría a mi cargo LA SUCESIÓN TESTAMENTARIA A BIENES DE el señor RICARDO JULIÁN OVIPA ALMANZA. Los denunciantes en presente Sucesión, la documentación requerida por el artículo 881, 882 y relativos del Código de Procedimientos Civiles para el Estado de N.L., por lo que, mediante este edicto se les convocaran a los que se crean con derecho a la herencia a deducirlo conforme a derecho. Monterrey, N.L., a 14 de mayo de 2025. bbox=[17, 1712, 245, 1838]
notice-body: Con fecha 05 (cinco) de Mayo del 2025 (dos mil veinticinco), fue radicada en forma Extrajudicial bajo el ACTA FUERA DE PROTOCOLO 102/18373/2025, la Sucesión Testamentaria a bienes del señor OSCAR RIVAS DURAN, promovida en esta Notaría por la señora MARÍA DOLORES SALAZAR GARZA, en su carácter Única y Universal Heredera y Albacea ejecutor Testamentario. Exhibiendo acta de defunción, aceptando el cargo conferido, del Testamento Público Abierto otorgado por el señor OSCAR RIVAS DURAN. Así mismo lo comparecientes, manifiestan que acepta la herencia, como el cargo conferido de Albacea respectivamente. Lo anterior de conformidad con lo dispuesto en el último párrafo del artículo 882 del Código de Procedimientos Civiles del Estado de Nuevo León. Linares, Nuevo León, a 05 de Mayo del 2025 bbox=[497, 924, 717, 1129]
legal-notice bbox=[262, 1255, 481, 1499]
notice-heading: EDICTO bbox=[1059, 879, 1098, 890]
notice-publication-dates: (9 y 19) bbox=[115, 1337, 148, 1349]
notice-body: "Al margen sello que dice:- LIC. PABLO QUIROGA GONZÁLEZ.- TITULAR DE LA NOTARÍA PÚBLICA No. 57. MONTERREY, N.L., MEX. Primer Distrito. En Escritura Pública número (6,740) de fecha 8 de Abril del 2025, se denunció y radicó en esta Notaría el Juicio Sucesorio de Intestado de los señores JOSÉ HINOJOSA SALINAS Y/O JOSÉ HINOJOSA S. Herederos: LA SEÑORA JULIETA HINOJOSA VELA, Albacea: SRA. JULIETA HINOJOSA VELA, quien no objetan la sucesión legítima y aceptan el cargo conferido. Lo que se publica para los efectos de los artículos 881, 882 y demás relativos del Código de Procedimientos Civiles vigente. Monterrey, N.L., a 24 días del mes de Enero del 2020.- Lic. Pablo Quiroga González, Titular de la Notaría Pública No. 57.- Firmado.- Rúbrica.- Sello Notarial de Autorizar" bbox=[261, 1267, 481, 1461]
notice-signature: LIC. MIGUEL ÁNGEL MARTÍNEZ LOZANO NOTARIO PÚBLICO TITULAR No. 5 "DOS VECES DE 10 EN 10 DÍAS" bbox=[513, 319, 701, 354]
notice-publication-dates: (9 y 19) bbox=[591, 892, 624, 904]
notice-publication-dates: (9 y 19) bbox=[591, 1626, 624, 1637]
newspaper-logo bbox=[1197, 37, 1432, 86]
notice-publication-dates: (9 y 19) bbox=[115, 1028, 148, 1040]
notice-signature: LICENCIADO JORGE FELIPE FLORES LEAL NOTARIO PÚBLICO NÚMERO 28 FOLC-700909-177 bbox=[500, 1763, 714, 1797]
notice-body: El 25 de abril de 2025, se inició en la Notaría a mi cargo la SUCESIÓN INTESTAMENTARIA A BIENES DE LA SEÑORA MARÍA ZAPATA SALAZAR, también conocida como MARÍA ZAPATA DE ROMÁN Y MA. ZAPATA DE ROMÁN, quien falleció el día 28 de marzo del 1984. Habiéndose presentado ante el suscrito, los presuntos herederos los señores JOSÉ LUIS ROMÁN ZAPATA, LUZ MARÍA ROMÁN ZAPATA, NORMA PATRICIA ROMÁN ZAPATA, JOSÉ ENRIQUE ROMÁN ZAPATA, ROSA MARÍA ROMÁN ZAPATA Y RODRIGO ROMÁN PIÑEIRO, manifestando que aceptan la herencia. bbox=[732, 960, 953, 1108]
notice-body: "Al margen sello que dice:- LIC. PABLO QUIROGA GONZÁLEZ.- TITULAR DE LA NOTARÍA PÚBLICA No. 57. MONTERREY, N.L., MEX. Primer Distrito. En Escritura Pública número (6,750) de fecha 14 de Abril del 2025, se denunció y radicó en esta Notaría el Juicio Sucesorio Testamentario a Bienes de la Sr. ISRAEL GARZA ESPINOZA. Herederos: NINFA ESTHER TIJERINA CERNA, Albacea: SRA. NINFA ESTHER TIJERINA CERNA, quien no objeta el testamento y aceptan el cargo conferido. Lo que se publica para los efectos de los artículos 881, 882 y demás relativos del Código de Procedimientos Civiles vigente. Monterrey, N.L., a 25 de Octubre del 2019.- Lic. Pablo Quiroga González, Titular de la Notaría Pública No. 57.- Firmado.- Rúbrica.- Sello Notarial de Autorizar" bbox=[261, 1771, 481, 1954]
notice-signature: MARÍA TRINIDAD LOZANO MARTÍNEZ C. SECRETARIO ADSCRITO AL JUZGADO TERCERO DE LO CIVIL bbox=[1205, 1009, 1432, 1043]
legal-notice bbox=[1204, 512, 1432, 700]
notice-signature: LICENCIADO MANUEL ÁNGEL VILLALÓN SALAZAR NOTARIO PÚBLICO NÚMERO 100 VISM530228TW2 SÉPTIMO DISTRITO bbox=[742, 893, 943, 928]
notice-signature: LICENCIADO JORGE ALBERTO SALAZAR SALAZAR NOTARIO PÚBLICO TITULAR bbox=[511, 1602, 703, 1625]
notice-body: El día 21 veintiuno de abril de 2025 dos mil veinticinco, se admitió a trámite ante el Juzgado Primero de lo Familiar del Primer Distrito Judicial en el Estado, bajo el expediente judicial número 384/2025 relativo al juicio sucesorio de intestado a bienes de Carlos Alberto Arce Nájera, ordenándose publicar un edicto, por una sola vez en el periódico El Porvenir. Monterrey, Nuevo León a 15 de Mayo de 2025. bbox=[1204, 720, 1432, 823]
legal-notice bbox=[497, 1415, 717, 1637]
legal-notice bbox=[733, 351, 953, 561]
notice-publication-dates: (9 Y 19) bbox=[590, 594, 624, 606]
notice-signature: LIC. EVERARDO ALANÍS GUERRA NOTARIO PÚBLICO NO. 96 PRIMER DISTRITO AAGE-680522-2I0 bbox=[978, 630, 1179, 664]
legal-notice bbox=[262, 980, 481, 1247]
notice-publication-dates: (9 Y 19) bbox=[590, 354, 624, 366]
notice-signature: LIC. PABLO QUIROGA GONZÁLEZ TITULAR DE LA NOTARÍA PÚBLICA No. 57 bbox=[735, 1374, 950, 1397]
legal-notice bbox=[17, 1700, 245, 1887]
notice-signature: LIC. PABLO QUIROGA GONZÁLEZ TITULAR DE LA NOTARÍA PÚBLICA No. 57 bbox=[263, 937, 479, 960]
notice-publication-dates: (19) bbox=[1070, 1055, 1088, 1066]
notice-heading: PUBLICACIÓN NOTARIAL bbox=[1017, 1074, 1141, 1086]
legal-notice bbox=[262, 1506, 481, 1750]
notice-heading: PUBLICACIÓN NOTARIAL bbox=[1017, 1292, 1141, 1304]
notice-body: Se presentaron ante el Suscrito, los señores GILBERTO ROCHA SALAZAR, CATALINA SÁENZ SALAZAR, GREGORIA SALAZAR AGUILAR Y GUSTAVO SÁENZ SALAZAR, a denunciar la Sucesión Testamentaria a bienes de la señora LEONOR SALAZAR MARTÍNEZ, presentándome Acta de Defunción y Testimonio del Testamento otorgado por la de Cujus, en el cual designa a los señores GILBERTO ROCHA SALAZAR, CATALINA SÁENZ SALAZAR, GREGORIA SALAZAR AGUILAR Y GUSTAVO SÁENZ SALAZAR como Únicos y Universales Herederos. Se publica este aviso por dos ocasiones de (10) diez en (10) diez días. Allende, Nuevo León, a 2 de mayo del año 2025 bbox=[497, 1428, 717, 1599]
notice-publication-dates: (19 y 29) bbox=[352, 1979, 390, 1991]
notice-publication-dates: (9 y 19) bbox=[115, 1680, 148, 1692]
notice-publication-dates: (9 y 19) bbox=[826, 745, 859, 756]
legal-notice bbox=[969, 99, 1189, 320]
notice-signature: LICENCIADO DANIEL EDUARDO FLORES ELIZONDO NOTARIO PÚBLICO TITULAR DE LA NOTARÍA PÚBLICA NÚMERO 89 bbox=[23, 1645, 238, 1679]
notice-signature: LIC. JOSÉ JUAN DE DIOS CÁRDENAS TREVIÑO NOTARIO PÚBLICO NÚMERO 136 CATJ-641108-LE0 bbox=[734, 514, 952, 548]
notice-publication-dates: (19 y 29) bbox=[352, 1739, 390, 1750]
notice-heading: EDICTO bbox=[1299, 512, 1338, 523]
notice-signature: LIC. MIGUEL ÁNGEL MARTÍNEZ LOZANO NOTARIO PÚBLICO TITULAR No. 5 "DOS VECES DE 10 EN 10 DÍAS" bbox=[513, 560, 701, 594]
notice-signature: LIC. ARNOLDO FRANCISCO SÁENZ GALVÁN. NOTARIO PÚBLICO No. 145. bbox=[27, 1005, 235, 1028]
notice-publication-dates: (19 y 29) bbox=[1059, 308, 1098, 320]
notice-publication-dates: (19 y 29) bbox=[823, 1398, 862, 1410]
notice-publication-dates: (9 y 19) bbox=[591, 1798, 624, 1810]
notice-body: "Al margen sello que dice:- LIC. PABLO QUIROGA GONZÁLEZ.- TITULAR DE LA NOTARÍA PÚBLICA No. 57. MONTERREY, N.L., MEX. Primer Distrito. En Escritura Pública número (6,741) de fecha 8 de Abril del 2025, se denunció y radicó en esta Notaría el Juicio Sucesorio de Intestado del señor REYNALDO CANALES VELA, Herederos: REYNALDO, VIVIANA INÉS, CARLOS, todos de apellidos CANALES JAUREGUI, Albacea: Sr. REYNALDO CANALES JAUREGUI, quien no objetan la sucesión legítima y aceptan el cargo conferido. Lo que se publica para los efectos de los artículos 881, 882 y demás relativos del Código de Procedimientos Civiles vigente. Monterrey, N.L., a 24 días del mes de Enero del 2020.- Lic. Pablo Quiroga González, Titular de la Notaría Pública No. 57.- Firmado.- Rúbrica.- Sello Notarial de Autorizar" bbox=[261, 741, 481, 934]
notice-heading: EDICTO bbox=[823, 1417, 862, 1429]
notice-publication-dates: (9 y 19) bbox=[1062, 481, 1095, 492]
notice-signature: LICENCIADO FEDERICO GARZA ARIZPE TITULAR DE LA NOTARÍA PÚBLICA 134 SEGUNDO DISTRITO EN EL ESTADO. bbox=[1204, 1227, 1432, 1261]
legal-notice bbox=[1204, 99, 1432, 287]
legal-notice bbox=[17, 751, 245, 1041]
notice-heading: EDICTO bbox=[1299, 707, 1338, 718]
notice-heading: EDICTO bbox=[823, 569, 862, 580]
notice-body: "Al margen sello que dice:- LIC. PABLO QUIROGA GONZÁLEZ.- TITULAR DE LA NOTARÍA PÚBLICA No. 57. MONTERREY, N.L., MEX. Primer Distrito. En Escritura Pública número (6,747) de fecha 10 de Abril del 2025, se denunció y radicó en esta Notaría el Juicio Sucesorio de Intestado de la señora MARÍA GUADALUPE MOTA HOZ Y/O GUADALUPE MOTA HOZ. Herederos: GAYTAN MACÍAS, Albacea: SR. JOSÉ GUADALUPE MOTA GAYTAN, quien no objeta el testamento y aceptan el cargo conferido. Lo que se publica para los efectos de los artículos 881, 882 y demás relativos del Código de Procedimientos Civiles vigente. Monterrey, N.L., a 25 de Octubre del 2019.- Lic. Pablo Quiroga González, Titular de la Notaría Pública No. 57.- Firmado.- Rúbrica.- Sello Notarial de Autorizar" bbox=[261, 1519, 481, 1713]
notice-publication-dates: (9 y 19) bbox=[591, 1179, 624, 1190]
notice-heading: AVISO NOTARIAL bbox=[1036, 328, 1121, 340]
notice-publication-dates: (19 y 29) bbox=[1059, 1468, 1098, 1480]
notice-signature: LIC. PABLO QUIROGA GONZÁLEZ TITULAR DE LA NOTARÍA PÚBLICA No. 57 bbox=[971, 1444, 1186, 1468]
legal-notice bbox=[262, 728, 481, 971]
notice-heading: PUBLICACIÓN NOTARIAL bbox=[309, 1254, 433, 1266]
notice-heading: AVISO NOTARIAL bbox=[800, 763, 885, 775]
notice-publication-dates: (9 y 19) bbox=[1302, 1262, 1335, 1273]
notice-signature: LIC. CECILIA GUADALUPE FLORES LEAL NOTARIO PÚBLICO No. 28 FOLC-700909-177 bbox=[1217, 251, 1419, 274]
notice-body: El 30 de abril del año 2025, se inició en la Notaría a mi cargo la SUCESIÓN INTESTAMENTARIA A BIENES DE LA SEÑORA ELENA ROJAS MÉNDEZ y/o MARÍA ELENA ROJAS MÉNDEZ, quien falleció el día 17 de Agosto de 2013. Habiéndose presentado ante el suscrito, los presuntos herederos los señores MA. EVA GUZMÁN ROJAS, MARTÍN GUZMÁN ROJAS, MARÍA INÉS ROJAS MÉNDEZ, ALBERTO ROJAS MÉNDEZ, FRANCISCA LÓPEZ ROJAS Y JOSÉ GRACIANO LÓPEZ ROJAS, manifestando que aceptan la herencia y nombran como albacea al señor MARTÍN GUZMÁN ROJAS, quien a su vez acepta el cargo de albacea y procederá a formular el inventario de los bienes de la herencia. bbox=[497, 386, 717, 557]
legal-notice bbox=[497, 99, 717, 366]
notice-signature: LA C. SECRETARIO DEL JUZGADO SEGUNDO MIXTO DE LO CIVIL Y FAMILIAR DEL QUINTO DISTRITO JUDICIAL DEL ESTADO LICENCIADA BERTHA MARÍA SERNA CISNEROS. bbox=[971, 1009, 1186, 1055]
notice-heading: AVISO NOTARIAL bbox=[565, 1197, 650, 1209]
legal-notice bbox=[17, 1357, 245, 1692]
notice-signature: LIC. ARNOLDO FRANCISCO SÁENZ GALVÁN. NOTARIO PÚBLICO No. 145. bbox=[27, 707, 235, 731]
notice-signature: LIC. PABLO QUIROGA GONZÁLEZ TITULAR DE LA NOTARÍA PÚBLICA No. 57 bbox=[1211, 469, 1426, 492]
notice-body: Se presentaron ante el Suscrito, el señor PABLO GIL LÓPEZ OLVEDA en su carácter de Único y Universal Heredero y Albacea, a denunciar la Sucesión Testamentaria Administrativa a bienes de la señora DIANA TERESA LOZANO GUERRA, presentándome Acta de Defunción y Testamento dictado por el de cujus, designando como su Único y Universal Heredero a su esposo el señor PABLO GIL LÓPEZ OLVEDA, del mismo en dicho Testamento designó como Albacea el señor PABLO GIL LÓPEZ OLVEDA, quien en este acto acepta el nombramiento. SANTIAGO, NUEVO LEÓN, A 26 DE ABRIL DE 2025 bbox=[732, 364, 953, 512]
notice-heading: EDICTO bbox=[112, 1700, 150, 1711]
notice-signature: LIC. CECILIA GUADALUPE FLORES LEAL NOTARIO PÚBLICO No. 28 FOLC-700909-177 bbox=[977, 285, 1180, 308]
